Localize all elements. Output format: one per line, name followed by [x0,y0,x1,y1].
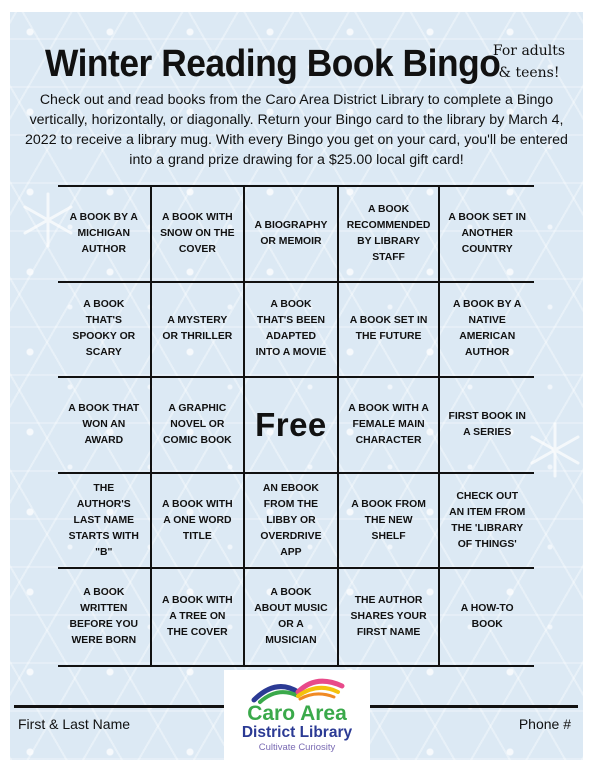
bingo-cell: FIRST BOOK IN A SERIES [440,378,534,474]
bingo-cell: A BOOK WRITTEN BEFORE YOU WERE BORN [58,569,152,665]
name-signature-line [14,705,226,708]
logo-tagline: Cultivate Curiosity [258,742,336,753]
name-field-label: First & Last Name [18,716,131,732]
audience-line-1: For adults [492,43,566,59]
logo-name-line2: District Library [241,724,353,741]
audience-note [489,40,569,84]
bingo-cell: CHECK OUT AN ITEM FROM THE 'LIBRARY OF THINGS' [440,474,534,570]
open-book-icon [246,672,350,706]
bingo-cell: A BIOGRAPHY OR MEMOIR [245,187,339,283]
bingo-cell: A BOOK WITH A FEMALE MAIN CHARACTER [339,378,441,474]
bingo-cell: A BOOK SET IN ANOTHER COUNTRY [440,187,534,283]
bingo-cell: A MYSTERY OR THRILLER [152,283,246,379]
page-title: Winter Reading Book Bingo [45,43,501,85]
snowflake-icon [525,420,585,480]
phone-signature-line [368,705,578,708]
bingo-cell: A BOOK FROM THE NEW SHELF [339,474,441,570]
audience-line-2: & teens! [498,65,560,81]
bingo-cell: THE AUTHOR'S LAST NAME STARTS WITH "B" [58,474,152,570]
bingo-cell: A BOOK THAT WON AN AWARD [58,378,152,474]
bingo-cell: A BOOK WITH SNOW ON THE COVER [152,187,246,283]
logo-name-line1: Caro Area [247,702,347,725]
intro-text: Check out and read books from the Caro Area District Library to complete a Bingo vertically, horizontally, or diagonally. Return your Bingo card to the library by March 4, 2022 to receive a library mug. With every Bingo you get on your card, you'll be entered into a grand prize drawing for a $25.00 local gift card! [25,92,568,168]
bingo-cell: A HOW-TO BOOK [460,603,514,631]
bingo-cell: A BOOK WITH A ONE WORD TITLE [152,474,246,570]
bingo-cell: A BOOK WITH A TREE ON THE COVER [152,569,246,665]
phone-field-label: Phone # [518,716,571,732]
bingo-grid [58,185,534,667]
bingo-cell: A BOOK BY A NATIVE AMERICAN AUTHOR [440,283,534,379]
library-logo [224,670,370,760]
bingo-cell: A BOOK ABOUT MUSIC OR A MUSICIAN [245,569,339,665]
bingo-cell: AN EBOOK FROM THE LIBBY OR OVERDRIVE APP [245,474,339,570]
bingo-cell: A BOOK BY A MICHIGAN AUTHOR [58,187,152,283]
bingo-cell: A GRAPHIC NOVEL OR COMIC BOOK [152,378,246,474]
bingo-cell: THE AUTHOR SHARES YOUR FIRST NAME [339,569,441,665]
bingo-cell: A BOOK THAT'S BEEN ADAPTED INTO A MOVIE [245,283,339,379]
bingo-cell: A BOOK RECOMMENDED BY LIBRARY STAFF [339,187,441,283]
bingo-free-cell: Free [245,378,339,474]
bingo-cell: A BOOK THAT'S SPOOKY OR SCARY [58,283,152,379]
bingo-cell: A BOOK SET IN THE FUTURE [339,283,441,379]
